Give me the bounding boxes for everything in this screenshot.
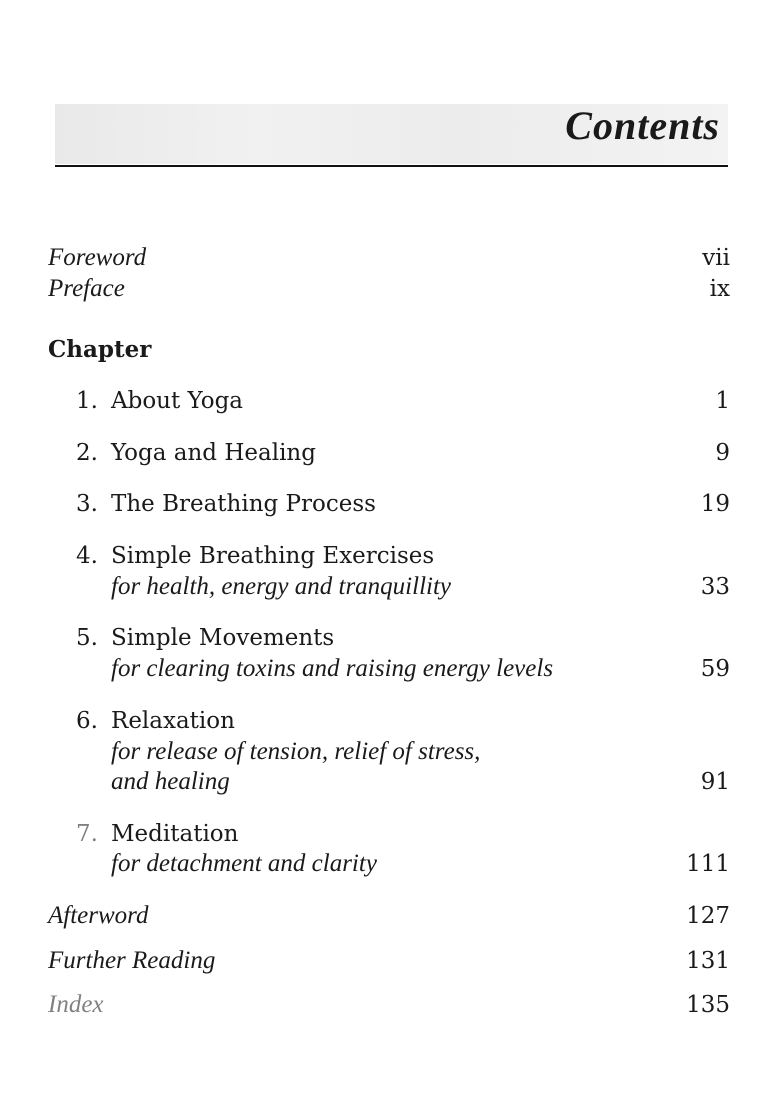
chapter-subtitle: for release of tension, relief of stress, — [111, 738, 481, 765]
header-rule — [55, 165, 728, 167]
toc-chapter-1 — [0, 386, 780, 416]
chapter-heading — [0, 335, 780, 365]
chapter-number: 4. — [76, 543, 98, 569]
chapter-title: About Yoga — [111, 388, 244, 414]
entry-page: 9 — [715, 440, 730, 466]
toc-entry-preface — [0, 274, 780, 304]
toc-entry-foreword — [0, 243, 780, 273]
toc-chapter-2 — [0, 438, 780, 468]
entry-label: Preface — [48, 275, 125, 302]
chapter-title: Relaxation — [111, 708, 235, 734]
chapter-number: 1. — [76, 388, 98, 414]
entry-page: 111 — [686, 851, 730, 877]
entry-label: Foreword — [48, 244, 147, 271]
entry-page: 1 — [715, 388, 730, 414]
chapter-number: 2. — [76, 440, 98, 466]
entry-page: 19 — [700, 491, 730, 517]
toc-entry-afterword — [0, 901, 780, 931]
chapter-number: 3. — [76, 491, 98, 517]
entry-page: vii — [702, 245, 730, 271]
chapter-subtitle: for detachment and clarity — [111, 850, 377, 877]
chapter-title: Simple Breathing Exercises — [111, 543, 435, 569]
entry-page: 131 — [686, 948, 730, 974]
entry-label: Index — [48, 991, 104, 1018]
entry-page: ix — [709, 276, 730, 302]
page-title: Contents — [565, 103, 720, 148]
chapter-number: 6. — [76, 708, 98, 734]
chapter-title: Meditation — [111, 821, 239, 847]
toc-entry-index — [0, 990, 780, 1020]
entry-page: 135 — [686, 992, 730, 1018]
entry-page: 59 — [700, 656, 730, 682]
entry-page: 127 — [686, 903, 730, 929]
toc-entry-further-reading — [0, 946, 780, 976]
chapter-title: Simple Movements — [111, 625, 335, 651]
toc-chapter-3 — [0, 489, 780, 519]
chapter-subtitle: for health, energy and tranquillity — [111, 573, 452, 600]
entry-page: 91 — [700, 769, 730, 795]
chapter-heading-text: Chapter — [48, 336, 152, 363]
entry-label: Afterword — [48, 902, 149, 929]
chapter-title: Yoga and Healing — [111, 440, 316, 466]
chapter-subtitle: for clearing toxins and raising energy levels — [111, 655, 554, 682]
entry-page: 33 — [700, 574, 730, 600]
entry-label: Further Reading — [48, 947, 216, 974]
chapter-number: 5. — [76, 625, 98, 651]
chapter-number: 7. — [76, 821, 98, 847]
chapter-title: The Breathing Process — [111, 491, 376, 517]
chapter-subtitle: and healing — [111, 768, 230, 795]
